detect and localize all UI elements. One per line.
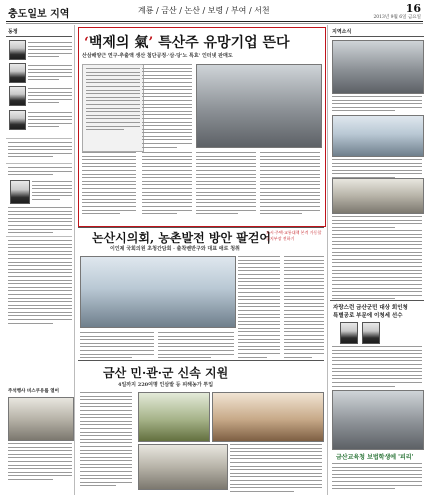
page-number: 16 bbox=[405, 2, 421, 15]
left-label-rule bbox=[6, 36, 72, 37]
flood-photo bbox=[138, 444, 228, 490]
event-photo bbox=[8, 397, 74, 441]
text-block bbox=[80, 392, 132, 489]
news-photo bbox=[332, 178, 424, 214]
news-photo bbox=[332, 115, 424, 157]
news-photo bbox=[332, 40, 424, 94]
text-block bbox=[238, 256, 280, 360]
text-block bbox=[28, 65, 72, 83]
right-divider bbox=[330, 300, 424, 301]
council-headline: 논산시의회, 농촌발전 방안 팔걷어 bbox=[92, 231, 272, 245]
text-block bbox=[8, 443, 72, 483]
text-block bbox=[332, 346, 422, 389]
council-top-rule bbox=[78, 227, 324, 228]
column-rule-left bbox=[74, 25, 75, 495]
flood-photo bbox=[212, 392, 324, 442]
text-block bbox=[82, 152, 136, 217]
award-headline: 자랑스런 금산군민 대상 회인청 bbox=[333, 305, 408, 311]
person-photo bbox=[9, 86, 26, 106]
council-subhead: 이인제 국회의원 초청간담회 · 출착벤반구와 대표 애로 청취 bbox=[110, 246, 240, 252]
text-block bbox=[28, 112, 72, 130]
left-divider bbox=[6, 163, 72, 164]
person-photo bbox=[10, 180, 30, 204]
text-block bbox=[32, 181, 72, 203]
person-photo bbox=[362, 322, 380, 344]
text-block bbox=[332, 96, 422, 114]
text-block bbox=[332, 230, 422, 302]
link-item[interactable]: 군지부장 전하기 bbox=[266, 236, 295, 241]
school-headline: 금산교육청 보법학생에 '피리' bbox=[336, 454, 414, 461]
person-photo bbox=[340, 322, 358, 344]
text-block bbox=[8, 142, 72, 160]
left-divider bbox=[6, 138, 72, 139]
text-block bbox=[196, 152, 256, 217]
feature-headline: ‘백제의 氣’ 특산주 유망기업 뜬다 bbox=[84, 35, 290, 51]
school-photo bbox=[332, 390, 424, 450]
issue-date: 2013년 9월 6일 금요일 bbox=[373, 15, 421, 20]
newspaper-logo: 충도일보 지역 bbox=[8, 9, 70, 20]
text-block bbox=[332, 216, 422, 230]
section-list: 계룡 / 금산 / 논산 / 보령 / 부여 / 서천 bbox=[138, 6, 270, 15]
person-photo bbox=[9, 63, 26, 83]
text-block bbox=[28, 42, 72, 60]
person-photo bbox=[9, 40, 26, 60]
geumsan-subhead: 4일까지 220여명 인삼밭 등 피해농가 투입 bbox=[118, 382, 214, 388]
text-block bbox=[8, 240, 72, 326]
header-rule bbox=[6, 21, 423, 22]
event-label: 주석행사 비스쿠유를 열어 bbox=[8, 389, 59, 394]
column-rule-right bbox=[327, 25, 328, 495]
text-block bbox=[158, 332, 234, 361]
text-block bbox=[284, 256, 324, 360]
person-photo bbox=[9, 110, 26, 130]
text-block bbox=[28, 88, 72, 106]
header-rule-thin bbox=[6, 23, 423, 24]
right-label-rule bbox=[330, 36, 424, 37]
award-subhead: 특별공로 부문에 이청세 선수 bbox=[333, 313, 403, 319]
flood-photo bbox=[138, 392, 210, 442]
text-block bbox=[142, 64, 192, 150]
feature-photo bbox=[196, 64, 322, 148]
geumsan-top-rule bbox=[78, 360, 324, 361]
feature-subhead: 산삼배양근 연구·추출액 생산 첨단공정·'삼·당'노 특효' 인터넷 판매도 bbox=[82, 53, 233, 59]
left-divider bbox=[6, 236, 72, 237]
text-block bbox=[80, 332, 154, 361]
text-block bbox=[8, 167, 72, 178]
left-column-label: 동정 bbox=[8, 29, 18, 35]
text-block bbox=[8, 207, 72, 236]
text-block bbox=[260, 152, 320, 217]
right-column-label: 지역소식 bbox=[332, 29, 352, 35]
text-block bbox=[332, 463, 422, 492]
text-block bbox=[142, 152, 192, 217]
council-photo bbox=[80, 256, 236, 328]
sidebar-box bbox=[82, 64, 144, 152]
geumsan-headline: 금산 민·관·군 신속 지원 bbox=[103, 366, 229, 380]
text-block bbox=[230, 444, 322, 494]
link-item[interactable]: 도시·주택·교통대책 본격 가동할 bbox=[266, 230, 322, 235]
